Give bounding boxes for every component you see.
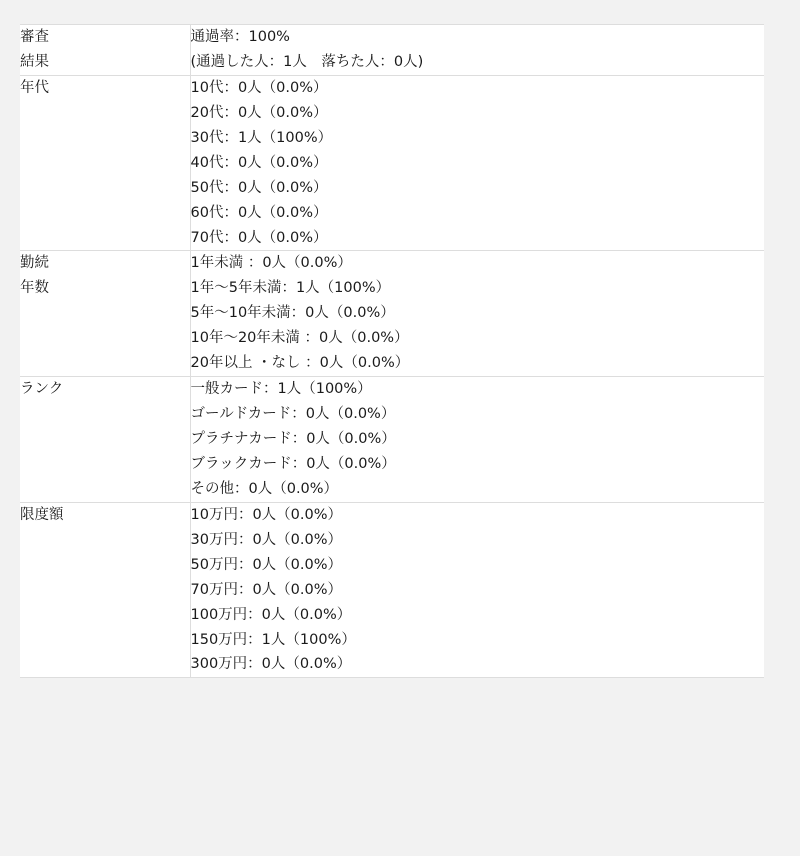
content-line: 150万円：1人（100%）	[190, 631, 356, 648]
table-row	[20, 502, 764, 678]
content-line: 50代：0人（0.0%）	[190, 179, 328, 196]
row-label-line: 年代	[20, 79, 49, 96]
row-label-line: 結果	[20, 53, 49, 70]
table-row	[20, 377, 764, 503]
content-line: 60代：0人（0.0%）	[190, 204, 328, 221]
row-label-years-of-service	[20, 251, 190, 377]
content-line: 100万円：0人（0.0%）	[190, 606, 352, 623]
content-line: 70万円：0人（0.0%）	[190, 581, 343, 598]
row-label-card-rank	[20, 377, 190, 503]
content-line: 10万円：0人（0.0%）	[190, 506, 343, 523]
content-line: 20年以上 ・なし ：0人（0.0%）	[190, 355, 410, 372]
content-line: その他：0人（0.0%）	[190, 480, 339, 497]
content-line: (通過した人：1人 落ちた人：0人)	[190, 53, 424, 70]
content-line: 70代：0人（0.0%）	[190, 229, 328, 246]
row-label-line: ランク	[20, 381, 64, 398]
content-line: 30代：1人（100%）	[190, 129, 333, 146]
row-content-screening-result	[190, 25, 764, 76]
survey-result-table	[20, 24, 764, 678]
table-row	[20, 251, 764, 377]
content-line: 1年〜5年未満：1人（100%）	[190, 280, 391, 297]
content-line: 一般カード：1人（100%）	[190, 381, 372, 398]
content-line: プラチナカード：0人（0.0%）	[190, 431, 396, 447]
table-row	[20, 25, 764, 76]
content-line: 10代：0人（0.0%）	[190, 79, 328, 96]
content-line: 300万円：0人（0.0%）	[190, 656, 352, 673]
content-line: ブラックカード：0人（0.0%）	[190, 455, 396, 472]
content-line: 50万円：0人（0.0%）	[190, 556, 343, 573]
content-line: 10年〜20年未満 ：0人（0.0%）	[190, 330, 409, 347]
content-line: ゴールドカード：0人（0.0%）	[190, 406, 396, 423]
row-label-age-group	[20, 75, 190, 251]
row-content-credit-limit	[190, 502, 764, 678]
row-content-age-group	[190, 75, 764, 251]
row-label-screening-result	[20, 25, 190, 76]
row-label-line: 限度額	[20, 506, 64, 523]
content-line: 1年未満 ：0人（0.0%）	[190, 255, 352, 272]
content-line: 5年〜10年未満：0人（0.0%）	[190, 305, 395, 322]
survey-result-sheet	[20, 24, 764, 678]
row-content-years-of-service	[190, 251, 764, 377]
row-label-line: 審査	[20, 29, 49, 45]
content-line: 30万円：0人（0.0%）	[190, 531, 343, 548]
row-content-card-rank	[190, 377, 764, 503]
row-label-credit-limit	[20, 502, 190, 678]
content-line: 40代：0人（0.0%）	[190, 154, 328, 171]
table-row	[20, 75, 764, 251]
content-line: 20代：0人（0.0%）	[190, 104, 328, 121]
row-label-line: 年数	[20, 280, 49, 297]
content-line: 通過率：100%	[190, 29, 290, 45]
row-label-line: 勤続	[20, 255, 49, 272]
